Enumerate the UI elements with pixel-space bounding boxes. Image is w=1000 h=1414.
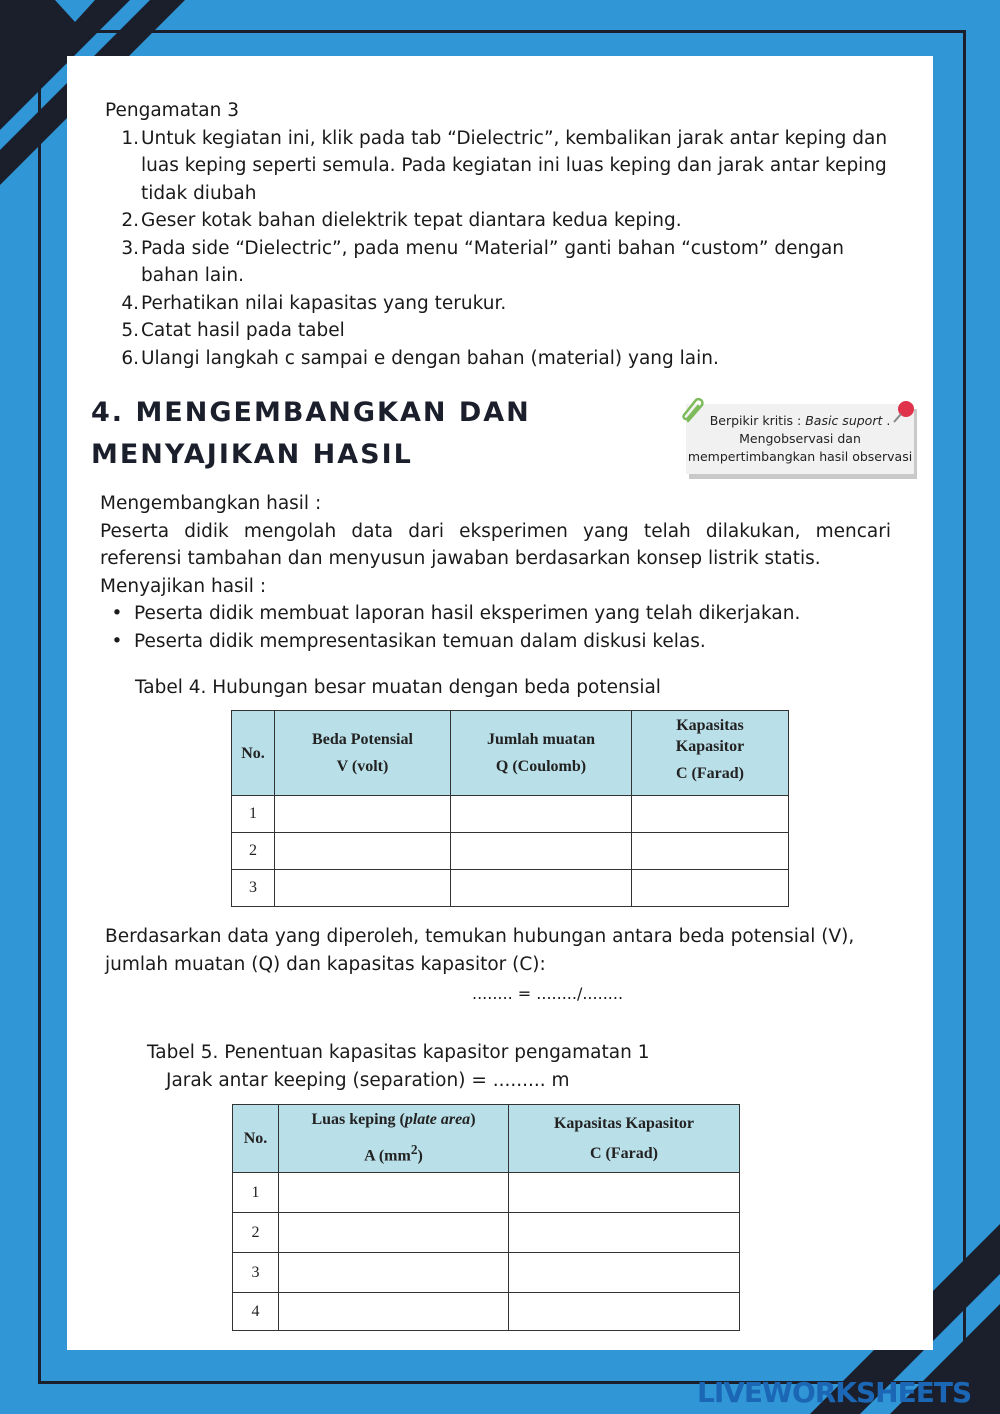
- input-cell[interactable]: [509, 1293, 740, 1331]
- list-item: 6. Ulangi langkah c sampai e dengan bahan (material) yang lain.: [121, 347, 719, 369]
- table5-subcaption: Jarak antar keeping (separation) = ......... m: [166, 1070, 570, 1091]
- input-cell[interactable]: [275, 796, 451, 833]
- table4-caption: Tabel 4. Hubungan besar muatan dengan beda potensial: [135, 677, 661, 698]
- input-cell[interactable]: [279, 1293, 509, 1331]
- input-cell[interactable]: [279, 1253, 509, 1293]
- table-row: 2: [232, 833, 789, 870]
- liveworksheets-logo: LIVEWORKSHEETS: [697, 1376, 972, 1409]
- input-cell[interactable]: [509, 1253, 740, 1293]
- table5-caption: Tabel 5. Penentuan kapasitas kapasitor pengamatan 1: [147, 1042, 650, 1063]
- observation-block: [105, 97, 905, 372]
- section-heading: 4. MENGEMBANGKAN DAN MENYAJIKAN HASIL: [91, 397, 531, 470]
- input-cell[interactable]: [275, 870, 451, 907]
- table-row: 1: [232, 796, 789, 833]
- paperclip-icon: [680, 397, 710, 427]
- header-charge: Jumlah muatan Q (Coulomb): [451, 711, 632, 796]
- list-item: 3. Pada side “Dielectric”, pada menu “Material” ganti bahan “custom” dengan bahan lain.: [121, 237, 845, 286]
- input-cell[interactable]: [279, 1213, 509, 1253]
- input-cell[interactable]: [632, 870, 789, 907]
- table-row: 4: [233, 1293, 740, 1331]
- observation-title: Pengamatan 3: [105, 100, 240, 121]
- list-item: 5. Catat hasil pada tabel: [121, 320, 345, 341]
- list-item: • Peserta didik membuat laporan hasil eksperimen yang telah dikerjakan.: [111, 603, 801, 624]
- list-item: 2. Geser kotak bahan dielektrik tepat diantara kedua keping.: [121, 210, 682, 231]
- input-cell[interactable]: [279, 1173, 509, 1213]
- table4: [231, 710, 789, 907]
- table-row: 2: [233, 1213, 740, 1253]
- input-cell[interactable]: [451, 796, 632, 833]
- header-plate-area: Luas keping (plate area) A $(mm^2)$: [279, 1105, 509, 1173]
- list-item: • Peserta didik mempresentasikan temuan dalam diskusi kelas.: [111, 630, 706, 652]
- pushpin-icon: [890, 398, 918, 426]
- table-row: 1: [233, 1173, 740, 1213]
- input-cell[interactable]: [632, 833, 789, 870]
- develop-paragraph: Peserta didik mengolah data dari eksperimen yang telah dilakukan, mencari referensi tambahan dan menyusun jawaban berdasarkan konsep listrik statis.: [100, 520, 891, 569]
- table-row: 3: [232, 870, 789, 907]
- table-row: 3: [233, 1253, 740, 1293]
- input-cell[interactable]: [451, 833, 632, 870]
- relation-formula[interactable]: ........ = ......../........: [472, 984, 624, 1003]
- list-item: 4. Perhatikan nilai kapasitas yang terukur.: [121, 292, 507, 314]
- input-cell[interactable]: [451, 870, 632, 907]
- table5: [232, 1104, 740, 1331]
- input-cell[interactable]: [632, 796, 789, 833]
- table-header-row: [232, 711, 789, 796]
- table-header-row: [233, 1105, 740, 1173]
- list-item: 1. Untuk kegiatan ini, klik pada tab “Dielectric”, kembalikan jarak antar keping dan luas keping seperti semula. Pada kegiatan ini luas keping dan jarak antar keping tidak diubah: [121, 127, 888, 204]
- header-potential: Beda Potensial V (volt): [275, 711, 451, 796]
- header-no: No.: [233, 1105, 279, 1173]
- critical-thinking-note: Berpikir kritis : Basic suport . Mengobservasi dan mempertimbangkan hasil observasi: [686, 404, 914, 474]
- develop-label: Mengembangkan hasil :: [100, 493, 322, 514]
- input-cell[interactable]: [275, 833, 451, 870]
- header-capacitance: Kapasitas Kapasitor C (Farad): [632, 711, 789, 796]
- develop-block: [100, 490, 891, 655]
- input-cell[interactable]: [509, 1213, 740, 1253]
- relation-question: Berdasarkan data yang diperoleh, temukan hubungan antara beda potensial (V), jumlah muatan (Q) dan kapasitas kapasitor (C):: [105, 926, 855, 975]
- header-no: No.: [232, 711, 275, 796]
- input-cell[interactable]: [509, 1173, 740, 1213]
- present-label: Menyajikan hasil :: [100, 575, 267, 597]
- observation-steps: [105, 125, 905, 373]
- header-capacitance: Kapasitas Kapasitor C (Farad): [509, 1105, 740, 1173]
